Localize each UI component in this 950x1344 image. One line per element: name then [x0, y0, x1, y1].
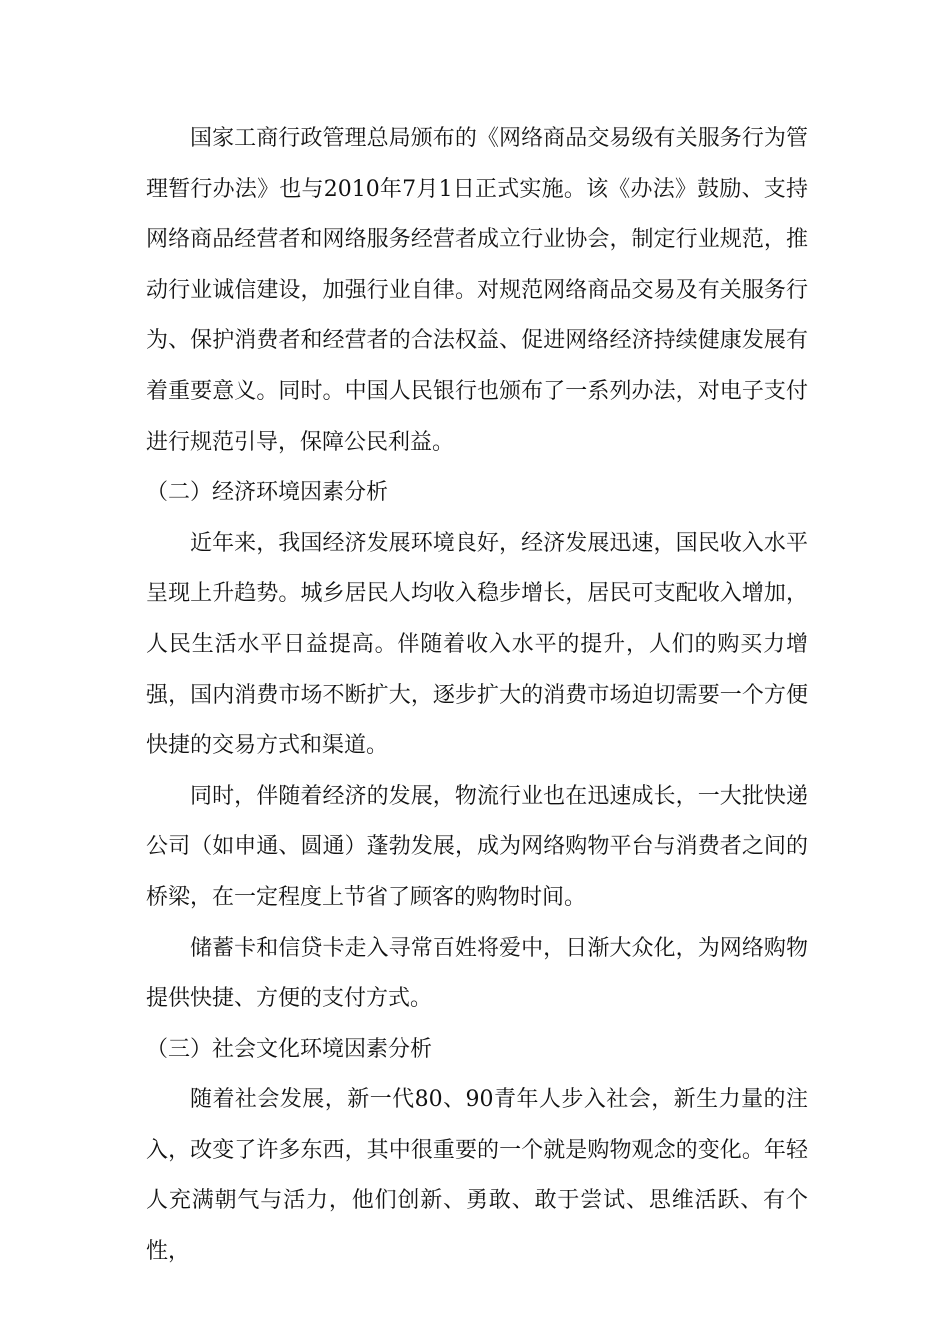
paragraph-young-generation: 随着社会发展，新一代80、90青年人步入社会，新生力量的注入，改变了许多东西，其中很重要的一个就是购物观念的变化。年轻人充满朝气与活力，他们创新、勇敢、敢于尝试、思维活跃、有个性， [146, 1087, 808, 1265]
paragraph-logistics: 同时，伴随着经济的发展，物流行业也在迅速成长，一大批快递公司（如申通、圆通）蓬勃发展，成为网络购物平台与消费者之间的桥梁，在一定程度上节省了顾客的购物时间。 [146, 783, 808, 910]
section-heading-social-culture: （三）社会文化环境因素分析 [146, 1036, 433, 1062]
paragraph-regulation: 国家工商行政管理总局颁布的《网络商品交易级有关服务行为管理暂行办法》也与2010年7月1日正式实施。该《办法》鼓励、支持网络商品经营者和网络服务经营者成立行业协会，制定行业规范，推动行业诚信建设，加强行业自律。对规范网络商品交易及有关服务行为、保护消费者和经营者的合法权益、促进网络经济持续健康发展有着重要意义。同时。中国人民银行也颁布了一系列办法，对电子支付进行规范引导，保障公民利益。 [146, 126, 808, 455]
document-body [146, 114, 808, 1278]
paragraph-economic-growth: 近年来，我国经济发展环境良好，经济发展迅速，国民收入水平呈现上升趋势。城乡居民人均收入稳步增长，居民可支配收入增加，人民生活水平日益提高。伴随着收入水平的提升，人们的购买力增强，国内消费市场不断扩大，逐步扩大的消费市场迫切需要一个方便快捷的交易方式和渠道。 [146, 530, 808, 759]
section-heading-economic: （二）经济环境因素分析 [146, 480, 389, 506]
paragraph-payment-cards: 储蓄卡和信贷卡走入寻常百姓将爱中，日渐大众化，为网络购物提供快捷、方便的支付方式。 [146, 935, 808, 1012]
